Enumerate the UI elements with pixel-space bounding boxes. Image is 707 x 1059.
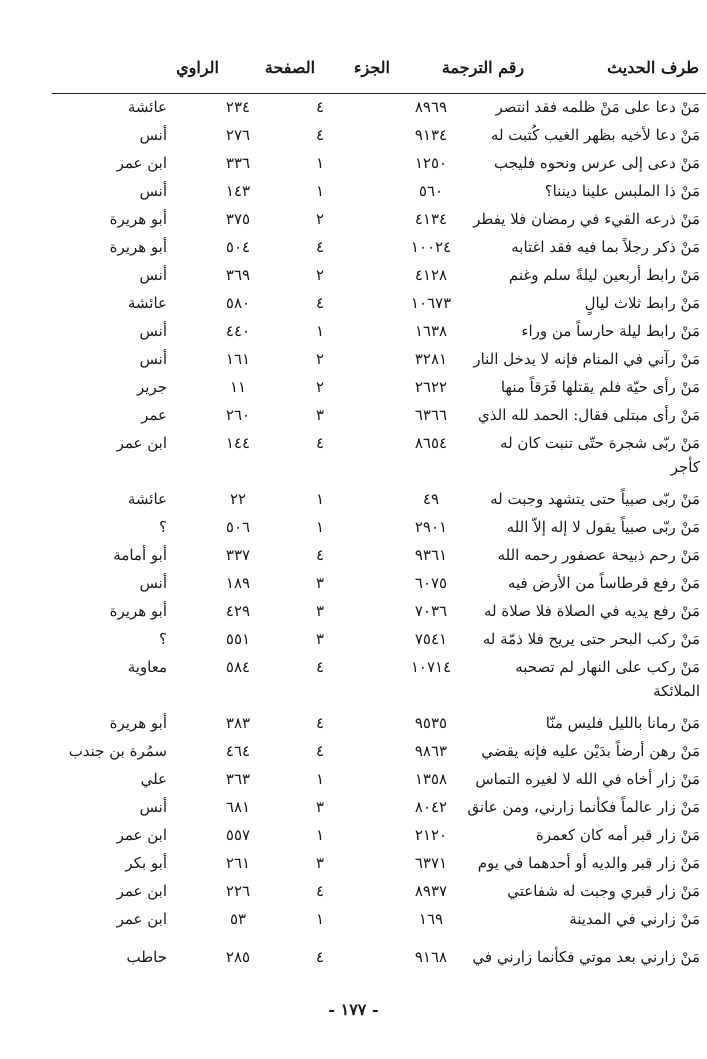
row-tarjama-number: ٢٦٢٢ [414,378,448,396]
row-juz-number: ٤ [315,126,325,144]
row-rawi-name: عائشة [127,294,167,312]
row-rawi-name: أنس [139,798,167,816]
row-page-number: ٥٠٤ [225,238,251,256]
row-rawi-name: أنس [139,266,167,284]
row-tarjama-number: ٨٩٦٩ [414,98,448,116]
row-page-number: ١٦١ [225,350,251,368]
row-juz-number: ٤ [315,948,325,966]
row-hadith-text: مَنْ رآني في المنام فإنه لا يدخل النار [473,350,700,368]
row-rawi-name: ابن عمر [116,434,167,452]
row-page-number: ٣٣٦ [225,154,251,172]
row-tarjama-number: ١٦٣٨ [414,322,448,340]
row-hadith-text: مَنْ زارني في المدينة [569,910,700,928]
row-rawi-name: أبو هريرة [109,714,167,732]
row-juz-number: ٣ [315,406,325,424]
row-hadith-text: مَنْ رهن أرضاً بدَيْن عليه فإنه يقضي [481,742,700,760]
row-page-number: ١٤٤ [225,434,251,452]
row-hadith-text: مَنْ ذكر رجلاً بما فيه فقد اغتابه [511,238,700,256]
row-juz-number: ١ [315,154,325,172]
row-page-number: ٢٢٦ [225,882,251,900]
row-juz-number: ٤ [315,238,325,256]
row-tarjama-number: ٨٩٣٧ [414,882,448,900]
row-rawi-name: أنس [139,126,167,144]
row-page-number: ١٤٣ [225,182,251,200]
row-rawi-name: ابن عمر [116,826,167,844]
row-hadith-text: مَنْ ذرعه القيء في رمضان فلا يفطر [473,210,700,228]
row-tarjama-number: ٤١٢٨ [414,266,448,284]
row-tarjama-number: ١٠٦٧٣ [410,294,452,312]
row-juz-number: ٤ [315,742,325,760]
row-rawi-name: معاوية [127,658,167,676]
row-tarjama-number: ٩٨٦٣ [414,742,448,760]
row-juz-number: ١ [315,518,325,536]
row-juz-number: ٤ [315,714,325,732]
row-hadith-text: مَنْ رأى حيّة فلم يقتلها فَرَقاً منها [500,378,700,396]
row-hadith-text: مَنْ رفع يديه في الصلاة فلا صلاة له [484,602,700,620]
page-number: - ١٧٧ - [328,1000,379,1019]
row-page-number: ٣٦٣ [225,770,251,788]
row-tarjama-number: ١٢٥٠ [414,154,448,172]
row-rawi-name: أبو هريرة [109,602,167,620]
row-juz-number: ٣ [315,602,325,620]
row-page-number: ٢٧٦ [225,126,251,144]
row-juz-number: ٢ [315,378,325,396]
row-tarjama-number: ٥٦٠ [418,182,444,200]
row-tarjama-number: ٤١٣٤ [414,210,448,228]
row-tarjama-number: ٧٠٣٦ [414,602,448,620]
row-juz-number: ٣ [315,630,325,648]
row-hadith-text: مَنْ رحم ذبيحة عصفور رحمه الله [497,546,700,564]
row-page-number: ٣٨٣ [225,714,251,732]
row-page-number: ٣٧٥ [225,210,251,228]
row-juz-number: ٤ [315,658,325,676]
row-juz-number: ٣ [315,854,325,872]
row-hadith-text: مَنْ ربّى صبياً يقول لا إله إلاّ الله [506,518,700,536]
row-hadith-text: مَنْ دعا على مَنْ ظلمه فقد انتصر [495,98,700,116]
row-page-number: ١١ [229,378,247,396]
row-juz-number: ٢ [315,350,325,368]
row-juz-number: ٣ [315,574,325,592]
row-rawi-name: ابن عمر [116,910,167,928]
row-hadith-continuation: كأجر [670,458,700,476]
row-hadith-text: مَنْ رأى مبتلى فقال: الحمد لله الذي [478,406,700,424]
row-rawi-name: حاطب [126,948,167,966]
row-tarjama-number: ٢٩٠١ [414,518,448,536]
row-page-number: ٥٥١ [225,630,251,648]
row-page-number: ٢٨٥ [225,948,251,966]
row-tarjama-number: ٩١٣٤ [414,126,448,144]
row-tarjama-number: ٧٥٤١ [414,630,448,648]
header-rawi: الراوي [176,58,219,77]
row-rawi-name: ابن عمر [116,882,167,900]
row-page-number: ٥٥٧ [225,826,251,844]
row-rawi-name: أنس [139,350,167,368]
row-juz-number: ١ [315,322,325,340]
row-hadith-text: مَنْ زار عالماً فكأنما زارني، ومن عانق [467,798,700,816]
row-juz-number: ١ [315,910,325,928]
row-juz-number: ٤ [315,294,325,312]
row-tarjama-number: ١٦٩ [418,910,444,928]
row-page-number: ٥٠٦ [225,518,251,536]
row-page-number: ٤٤٠ [225,322,251,340]
row-hadith-text: مَنْ رمانا بالليل فليس منّا [545,714,700,732]
row-rawi-name: جرير [137,378,167,396]
header-juz: الجزء [354,58,390,77]
row-hadith-text: مَنْ رابط أربعين ليلةً سلم وغنم [508,266,700,284]
row-page-number: ٤٢٩ [225,602,251,620]
row-hadith-text: مَنْ زار أخاه في الله لا لغيره التماس [475,770,700,788]
row-tarjama-number: ٦٣٧١ [414,854,448,872]
row-juz-number: ١ [315,182,325,200]
row-juz-number: ١ [315,490,325,508]
row-page-number: ٢٦٠ [225,406,251,424]
row-tarjama-number: ٢١٢٠ [414,826,448,844]
row-rawi-name: عائشة [127,98,167,116]
row-tarjama-number: ٩٣٦١ [414,546,448,564]
row-hadith-text: مَنْ ذا الملبس علينا ديننا؟ [544,182,700,200]
row-juz-number: ١ [315,826,325,844]
row-juz-number: ٤ [315,546,325,564]
row-rawi-name: ؟ [159,518,167,536]
row-rawi-name: أبو أمامة [113,546,167,564]
row-juz-number: ٤ [315,98,325,116]
row-rawi-name: أنس [139,182,167,200]
row-page-number: ٥٨٠ [225,294,251,312]
row-hadith-text: مَنْ دعا لأخيه بظهر الغيب كُتبت له [490,126,700,144]
row-hadith-text: مَنْ دعى إلى عرس ونحوه فليجب [494,154,700,172]
header-page: الصفحة [264,58,316,77]
row-tarjama-number: ٨٠٤٢ [414,798,448,816]
row-hadith-text: مَنْ زار قبر أمه كان كعمرة [535,826,700,844]
row-page-number: ٤٦٤ [225,742,251,760]
row-juz-number: ٤ [315,434,325,452]
row-rawi-name: ؟ [159,630,167,648]
row-rawi-name: أنس [139,322,167,340]
row-juz-number: ١ [315,770,325,788]
row-tarjama-number: ١٠٠٢٤ [410,238,452,256]
row-juz-number: ٣ [315,798,325,816]
row-tarjama-number: ٨٦٥٤ [414,434,448,452]
row-juz-number: ٢ [315,266,325,284]
row-hadith-text: مَنْ ركب البحر حتى يريح فلا ذمّة له [482,630,700,648]
row-rawi-name: علي [140,770,167,788]
row-page-number: ٣٦٩ [225,266,251,284]
row-hadith-text: مَنْ زار قبري وجبت له شفاعتي [507,882,700,900]
row-page-number: ٣٣٧ [225,546,251,564]
row-rawi-name: ابن عمر [116,154,167,172]
row-juz-number: ٢ [315,210,325,228]
row-hadith-text: مَنْ ربّى صبياً حتى يتشهد وجبت له [490,490,700,508]
row-rawi-name: عمر [141,406,167,424]
row-tarjama-number: ١٣٥٨ [414,770,448,788]
row-tarjama-number: ٦٣٦٦ [414,406,448,424]
row-hadith-text: مَنْ ركب على النهار لم تصحبه [515,658,700,676]
row-rawi-name: أبو هريرة [109,238,167,256]
row-page-number: ٥٣ [229,910,247,928]
row-tarjama-number: ٣٢٨١ [414,350,448,368]
row-rawi-name: أبو بكر [125,854,167,872]
row-page-number: ١٨٩ [225,574,251,592]
row-juz-number: ٤ [315,882,325,900]
row-rawi-name: أنس [139,574,167,592]
row-hadith-text: مَنْ رابط ثلاث ليالٍ [584,294,700,312]
row-rawi-name: سمُرة بن جندب [68,742,167,760]
row-tarjama-number: ٤٩ [422,490,440,508]
row-page-number: ٢٣٤ [225,98,251,116]
row-page-number: ٢٦١ [225,854,251,872]
row-hadith-text: مَنْ زار قبر والديه أو أحدهما في يوم [477,854,700,872]
row-hadith-text: مَنْ زارني بعد موتي فكأنما زارني في [472,948,700,966]
row-tarjama-number: ١٠٧١٤ [410,658,452,676]
header-tarjama: رقم الترجمة [441,58,525,77]
row-page-number: ٦٨١ [225,798,251,816]
row-tarjama-number: ٩٥٣٥ [414,714,448,732]
row-tarjama-number: ٩١٦٨ [414,948,448,966]
row-hadith-continuation: الملائكة [653,682,700,700]
row-tarjama-number: ٦٠٧٥ [414,574,448,592]
row-hadith-text: مَنْ رابط ليلة حارساً من وراء [521,322,700,340]
row-hadith-text: مَنْ ربّى شجرة حتّى تنبت كان له [500,434,700,452]
row-page-number: ٥٨٤ [225,658,251,676]
header-hadith: طرف الحديث [607,58,699,77]
row-page-number: ٢٢ [229,490,247,508]
row-rawi-name: عائشة [127,490,167,508]
row-rawi-name: أبو هريرة [109,210,167,228]
row-hadith-text: مَنْ رفع قرطاساً من الأرض فيه [507,574,700,592]
